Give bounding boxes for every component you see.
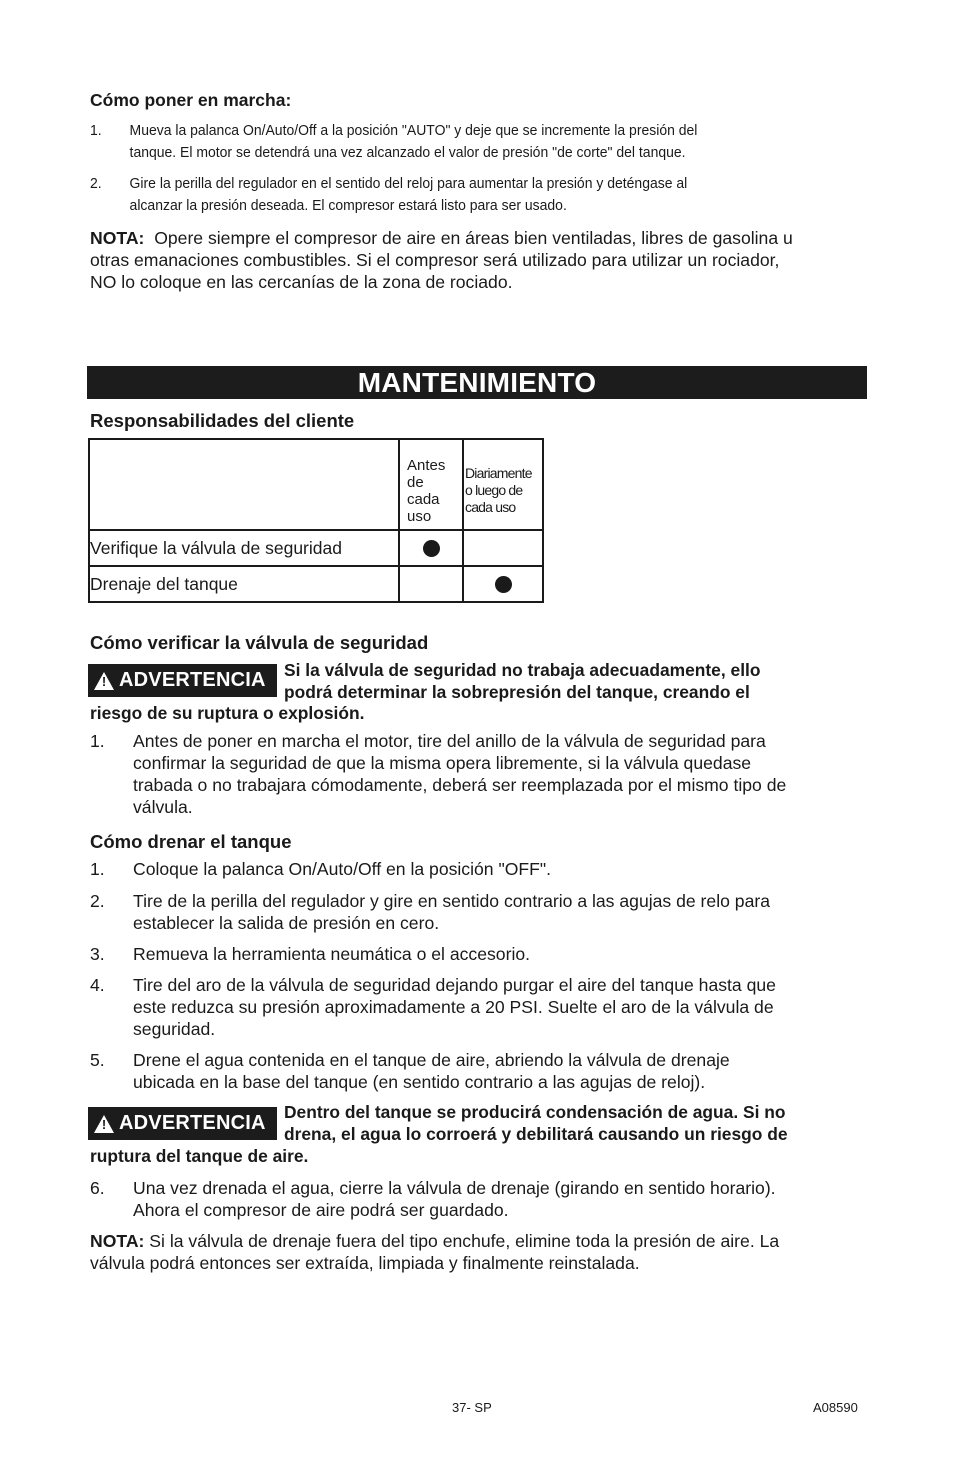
table-header-blank [89,439,399,530]
responsibilities-table [88,438,544,603]
start-item-2 [90,173,863,219]
warning-text: Si la válvula de seguridad no trabaja adecuadamente, ello podrá determinar la sobrepresión del tanque, creando el [284,660,761,702]
warning-badge [88,664,277,697]
drain-item-3 [90,943,890,965]
item-text-line: Remueva la herramienta neumática o el accesorio. [133,944,531,964]
item-number: 5. [90,1050,105,1070]
item-text-line: Mueva la palanca On/Auto/Off a la posición "AUTO" y deje que se incremente la presión del [129,122,698,139]
check-dot [495,576,512,593]
responsibilities-heading: Responsabilidades del cliente [90,410,355,431]
item-text-line: este reduzca su presión aproximadamente a 20 PSI. Suelte el aro de la válvula de [133,997,774,1017]
warning-text-continued: ruptura del tanque de aire. [90,1146,309,1166]
item-text-line: seguridad. [133,1019,216,1039]
table-cell-daily [463,530,543,566]
warning-label: ADVERTENCIA [119,669,266,691]
item-number: 1. [90,122,102,139]
warning-triangle-icon: ! [94,1115,114,1133]
item-text-line: Drene el agua contenida en el tanque de aire, abriendo la válvula de drenaje [133,1050,730,1070]
item-number: 2. [90,175,102,192]
item-text-line: válvula. [133,797,193,817]
table-header-before-each-use: Antes de cada uso [399,439,463,530]
item-number: 4. [90,975,105,995]
item-text-line: alcanzar la presión deseada. El compresor estará listo para ser usado. [129,197,567,214]
item-text-line: establecer la salida de presión en cero. [133,913,440,933]
table-cell-before-each-use [399,566,463,602]
drain-heading: Cómo drenar el tanque [90,831,292,852]
start-item-1 [90,120,863,166]
item-text-line: trabada o no trabajara cómodamente, deberá ser reemplazada por el mismo tipo de [133,775,787,795]
drain-item-1 [90,858,890,880]
item-number: 3. [90,944,105,964]
note-label: NOTA: [90,1231,145,1251]
item-text-line: confirmar la seguridad de que la misma opera libremente, si la válvula quedase [133,753,752,773]
warning-badge [88,1107,277,1140]
item-number: 6. [90,1178,105,1198]
table-cell-daily [463,566,543,602]
item-text-line: ubicada en la base del tanque (en sentido contrario a las agujas de reloj). [133,1072,706,1092]
item-text-line: Antes de poner en marcha el motor, tire del anillo de la válvula de seguridad para [133,731,766,751]
document-code: A08590 [813,1400,858,1415]
warning-text-continued: riesgo de su ruptura o explosión. [90,703,365,723]
item-text-line: tanque. El motor se detendrá una vez alcanzado el valor de presión "de corte" del tanque. [129,144,686,161]
table-header-daily: Diariamente o luego de cada uso [463,439,543,530]
item-text-line: Gire la perilla del regulador en el sentido del reloj para aumentar la presión y deténgase al [129,175,688,192]
table-row [89,530,543,566]
warning-text: Dentro del tanque se producirá condensación de agua. Si no drena, el agua lo corroerá y debilitará causando un riesgo de [284,1102,788,1144]
table-cell-before-each-use [399,530,463,566]
table-row-label: Verifique la válvula de seguridad [89,530,399,566]
warning-triangle-icon: ! [94,672,114,690]
table-header-row [89,439,543,530]
drain-item-6 [90,1177,890,1221]
table-row [89,566,543,602]
item-text-line: Ahora el compresor de aire podrá ser guardado. [133,1200,509,1220]
start-note [90,227,890,293]
note-line: otras emanaciones combustibles. Si el compresor será utilizado para utilizar un rociador, [90,250,780,270]
item-number: 1. [90,859,105,879]
item-text-line: Tire de la perilla del regulador y gire en sentido contrario a las agujas de relo para [133,891,771,911]
drain-item-2 [90,890,890,934]
page-number: 37- SP [452,1400,492,1415]
note-line: válvula podrá entonces ser extraída, limpiada y finalmente reinstalada. [90,1253,640,1273]
note-line: Si la válvula de drenaje fuera del tipo enchufe, elimine toda la presión de aire. La [149,1231,780,1251]
start-heading: Cómo poner en marcha: [90,90,292,110]
safety-valve-item-1 [90,730,890,820]
item-text-line: Una vez drenada el agua, cierre la válvula de drenaje (girando en sentido horario). [133,1178,776,1198]
table-row-label: Drenaje del tanque [89,566,399,602]
drain-item-5 [90,1049,890,1093]
item-text-line: Tire del aro de la válvula de seguridad dejando purgar el aire del tanque hasta que [133,975,776,995]
safety-valve-heading: Cómo verificar la válvula de seguridad [90,632,429,653]
section-banner: MANTENIMIENTO [87,366,867,399]
drain-item-4 [90,974,890,1040]
drain-note [90,1230,890,1274]
warning-label: ADVERTENCIA [119,1112,266,1134]
note-line: NO lo coloque en las cercanías de la zona de rociado. [90,272,513,292]
item-number: 2. [90,891,105,911]
check-dot [423,540,440,557]
item-text-line: Coloque la palanca On/Auto/Off en la posición "OFF". [133,859,552,879]
note-line: Opere siempre el compresor de aire en áreas bien ventiladas, libres de gasolina u [154,228,793,248]
note-label: NOTA: [90,228,145,248]
item-number: 1. [90,731,105,751]
